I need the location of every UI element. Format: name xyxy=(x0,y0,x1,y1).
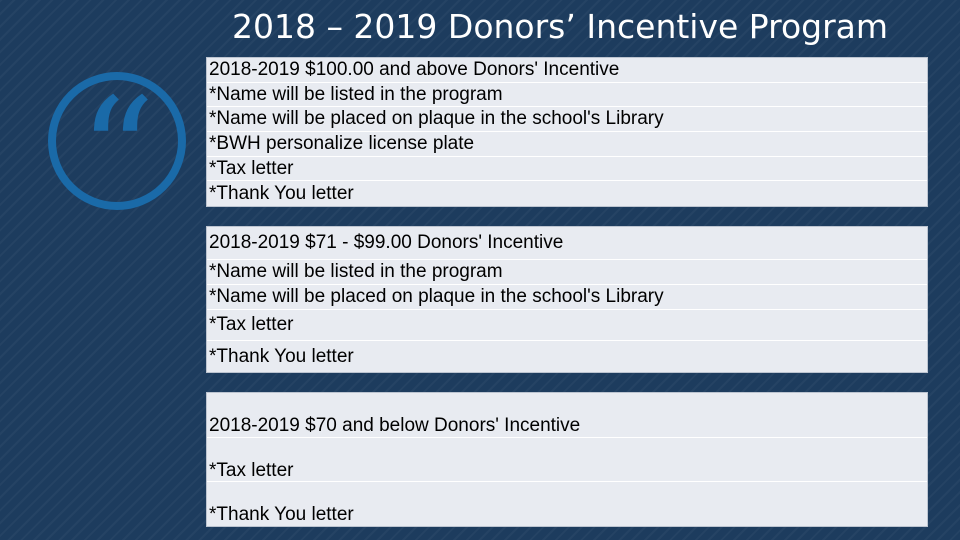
tier-table-100-and-above xyxy=(206,57,928,207)
quote-mark-icon: “ xyxy=(78,67,156,241)
benefit-row: *Tax letter xyxy=(207,438,927,482)
tier-heading: 2018-2019 $71 - $99.00 Donors' Incentive xyxy=(207,227,927,260)
benefit-row: *Name will be placed on plaque in the school's Library xyxy=(207,107,927,132)
tier-table-70-and-below xyxy=(206,392,928,527)
benefit-row: *Name will be listed in the program xyxy=(207,260,927,285)
benefit-row: *Name will be listed in the program xyxy=(207,83,927,108)
benefit-row: *Name will be placed on plaque in the school's Library xyxy=(207,285,927,310)
tier-heading: 2018-2019 $70 and below Donors' Incentive xyxy=(207,393,927,438)
benefit-row: *Thank You letter xyxy=(207,181,927,206)
tier-table-71-to-99 xyxy=(206,226,928,373)
benefit-row: *Tax letter xyxy=(207,310,927,341)
benefit-row: *Tax letter xyxy=(207,157,927,182)
benefit-row: *BWH personalize license plate xyxy=(207,132,927,157)
slide-title: 2018 – 2019 Donors’ Incentive Program xyxy=(231,7,889,46)
benefit-row: *Thank You letter xyxy=(207,482,927,526)
tier-heading: 2018-2019 $100.00 and above Donors' Incentive xyxy=(207,58,927,83)
benefit-row: *Thank You letter xyxy=(207,341,927,372)
